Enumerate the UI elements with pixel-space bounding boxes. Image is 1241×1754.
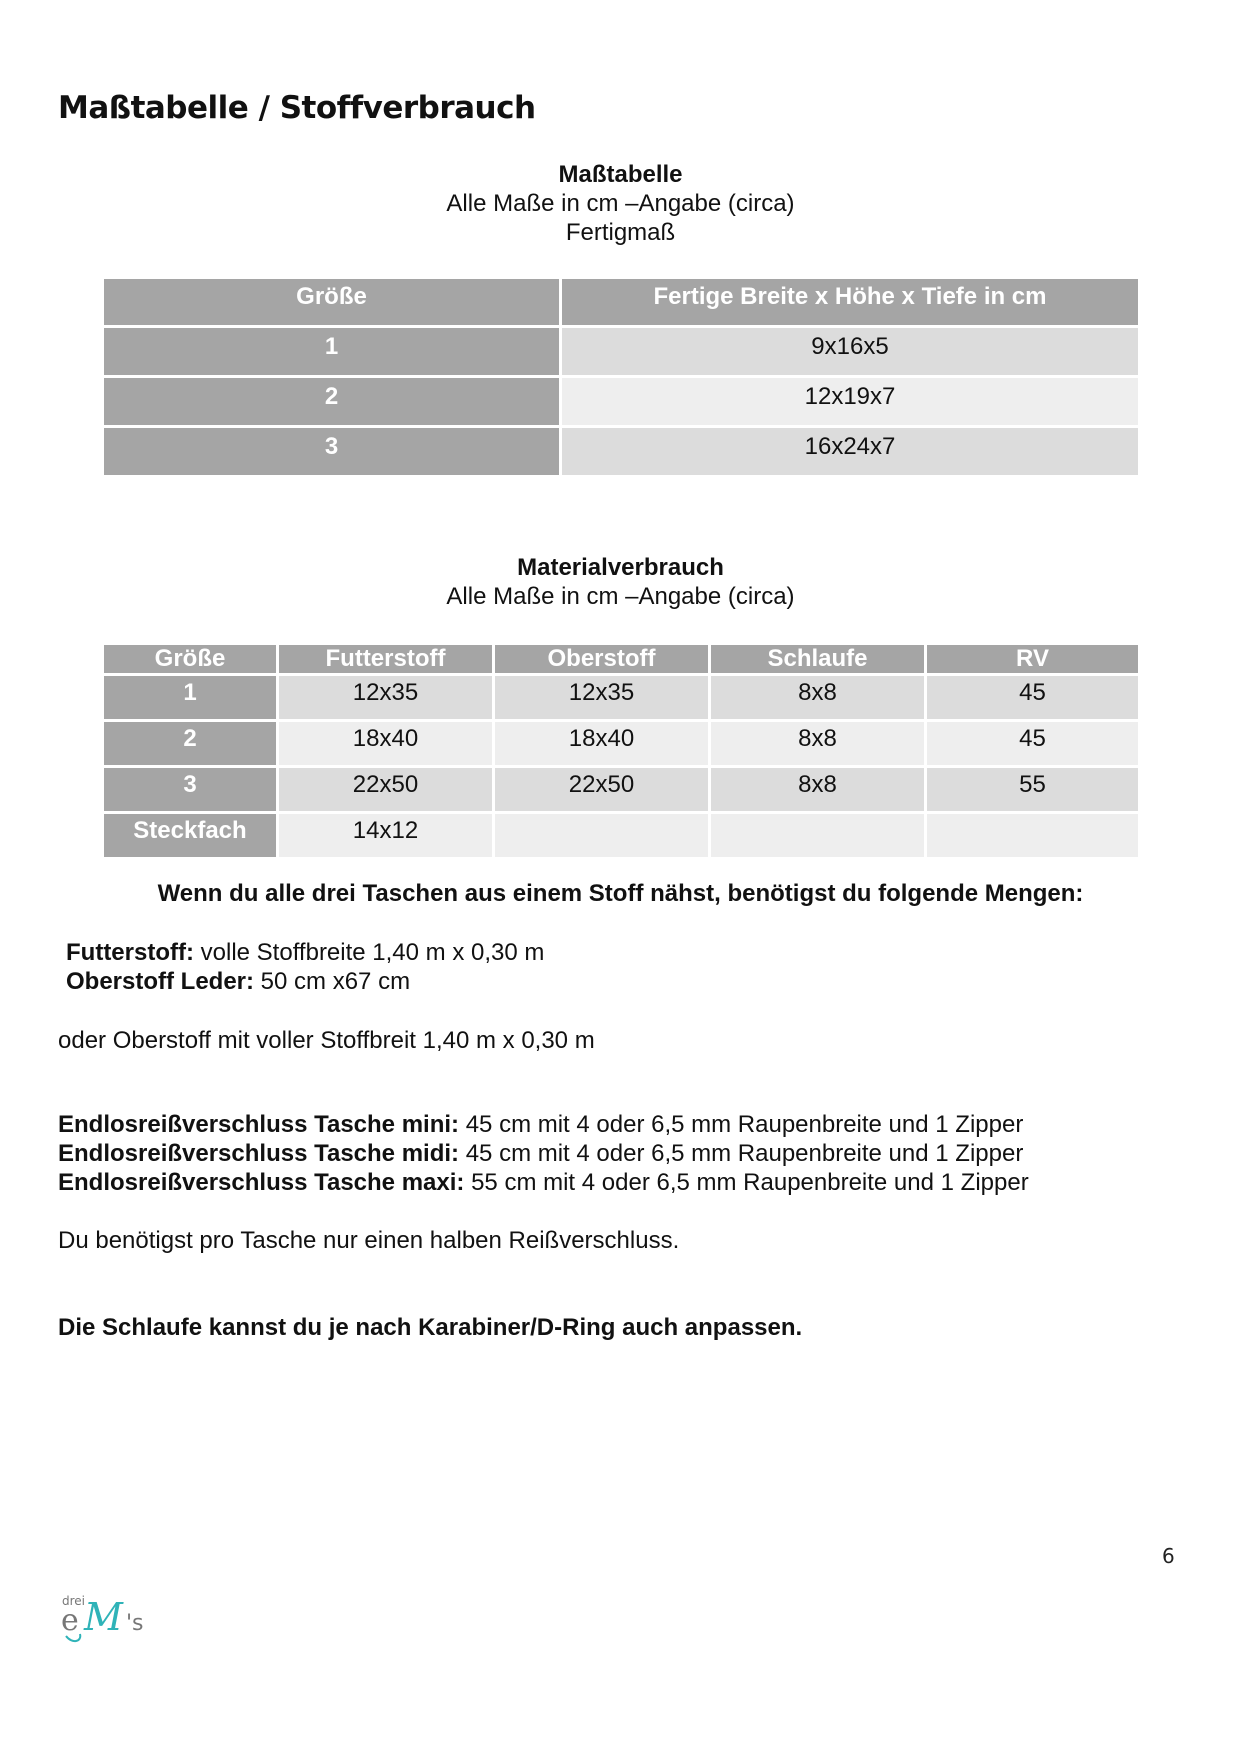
column-header-loop: Schlaufe <box>711 645 924 673</box>
material-table-caption <box>0 553 1241 611</box>
zipper-cell: 45 <box>927 722 1138 765</box>
zipper-value: 45 cm mit 4 oder 6,5 mm Raupenbreite und 1 Zipper <box>459 1140 1024 1167</box>
material-table-subtitle: Alle Maße in cm –Angabe (circa) <box>446 583 795 610</box>
table-row <box>104 378 1138 425</box>
table-row <box>104 428 1138 475</box>
drei-ems-logo <box>58 1592 153 1652</box>
table-row <box>104 676 1138 719</box>
zipper-line-midi <box>58 1140 1023 1168</box>
size-table-note: Fertigmaß <box>565 219 676 246</box>
zipper-line-mini <box>58 1111 1023 1139</box>
logo-text-s: 's <box>126 1611 144 1636</box>
dimensions-cell: 12x19x7 <box>562 378 1138 425</box>
table-header-row <box>104 279 1138 325</box>
zipper-line-maxi <box>58 1169 1029 1197</box>
outer-fabric-cell: 18x40 <box>495 722 708 765</box>
table-row <box>104 768 1138 811</box>
page-title: Maßtabelle / Stoffverbrauch <box>58 90 536 126</box>
size-table-caption <box>0 160 1241 247</box>
outer-fabric-cell <box>495 814 708 857</box>
size-table-title: Maßtabelle <box>558 161 683 188</box>
zipper-label: Endlosreißverschluss Tasche mini: <box>58 1111 460 1138</box>
column-header-zipper: RV <box>927 645 1138 673</box>
fabric-value: volle Stoffbreite 1,40 m x 0,30 m <box>193 939 545 966</box>
loop-cell <box>711 814 924 857</box>
logo-text-m: M <box>84 1595 123 1639</box>
dimensions-cell: 16x24x7 <box>562 428 1138 475</box>
loop-cell: 8x8 <box>711 768 924 811</box>
logo-text-e: e <box>61 1603 79 1638</box>
size-cell: 2 <box>104 378 559 425</box>
size-cell: 3 <box>104 428 559 475</box>
fabric-line-outer-leather <box>66 968 410 996</box>
fabric-label: Futterstoff: <box>66 939 194 966</box>
size-cell: 1 <box>104 328 559 375</box>
table-header-row <box>104 645 1138 673</box>
all-three-heading: Wenn du alle drei Taschen aus einem Stoff nähst, benötigst du folgende Mengen: <box>157 880 1084 907</box>
fabric-label: Oberstoff Leder: <box>66 968 255 995</box>
loop-cell: 8x8 <box>711 722 924 765</box>
column-header-dimensions: Fertige Breite x Höhe x Tiefe in cm <box>562 279 1138 325</box>
size-cell: 1 <box>104 676 276 719</box>
alternative-note: oder Oberstoff mit voller Stoffbreit 1,40 m x 0,30 m <box>58 1027 595 1054</box>
zipper-label: Endlosreißverschluss Tasche midi: <box>58 1140 460 1167</box>
lining-cell: 22x50 <box>279 768 492 811</box>
size-cell: Steckfach <box>104 814 276 857</box>
size-table <box>101 276 1141 478</box>
size-cell: 2 <box>104 722 276 765</box>
size-table-subtitle: Alle Maße in cm –Angabe (circa) <box>446 190 795 217</box>
loop-note: Die Schlaufe kannst du je nach Karabiner/D-Ring auch anpassen. <box>58 1314 803 1341</box>
page-number: 6 <box>1162 1544 1175 1568</box>
lining-cell: 18x40 <box>279 722 492 765</box>
zipper-cell: 55 <box>927 768 1138 811</box>
lining-cell: 12x35 <box>279 676 492 719</box>
dimensions-cell: 9x16x5 <box>562 328 1138 375</box>
zipper-label: Endlosreißverschluss Tasche maxi: <box>58 1169 465 1196</box>
column-header-size: Größe <box>104 279 559 325</box>
table-row <box>104 328 1138 375</box>
lining-cell: 14x12 <box>279 814 492 857</box>
column-header-lining: Futterstoff <box>279 645 492 673</box>
material-table-title: Materialverbrauch <box>517 554 724 581</box>
half-zipper-note: Du benötigst pro Tasche nur einen halben Reißverschluss. <box>58 1227 680 1254</box>
material-table <box>101 642 1141 860</box>
zipper-cell: 45 <box>927 676 1138 719</box>
loop-cell: 8x8 <box>711 676 924 719</box>
column-header-outer-fabric: Oberstoff <box>495 645 708 673</box>
logo-text-small: drei <box>62 1594 86 1608</box>
size-cell: 3 <box>104 768 276 811</box>
outer-fabric-cell: 12x35 <box>495 676 708 719</box>
fabric-value: 50 cm x67 cm <box>254 968 411 995</box>
table-row <box>104 722 1138 765</box>
outer-fabric-cell: 22x50 <box>495 768 708 811</box>
zipper-cell <box>927 814 1138 857</box>
zipper-value: 55 cm mit 4 oder 6,5 mm Raupenbreite und 1 Zipper <box>464 1169 1029 1196</box>
table-row <box>104 814 1138 857</box>
fabric-line-lining <box>66 939 544 967</box>
column-header-size: Größe <box>104 645 276 673</box>
zipper-value: 45 cm mit 4 oder 6,5 mm Raupenbreite und 1 Zipper <box>459 1111 1024 1138</box>
